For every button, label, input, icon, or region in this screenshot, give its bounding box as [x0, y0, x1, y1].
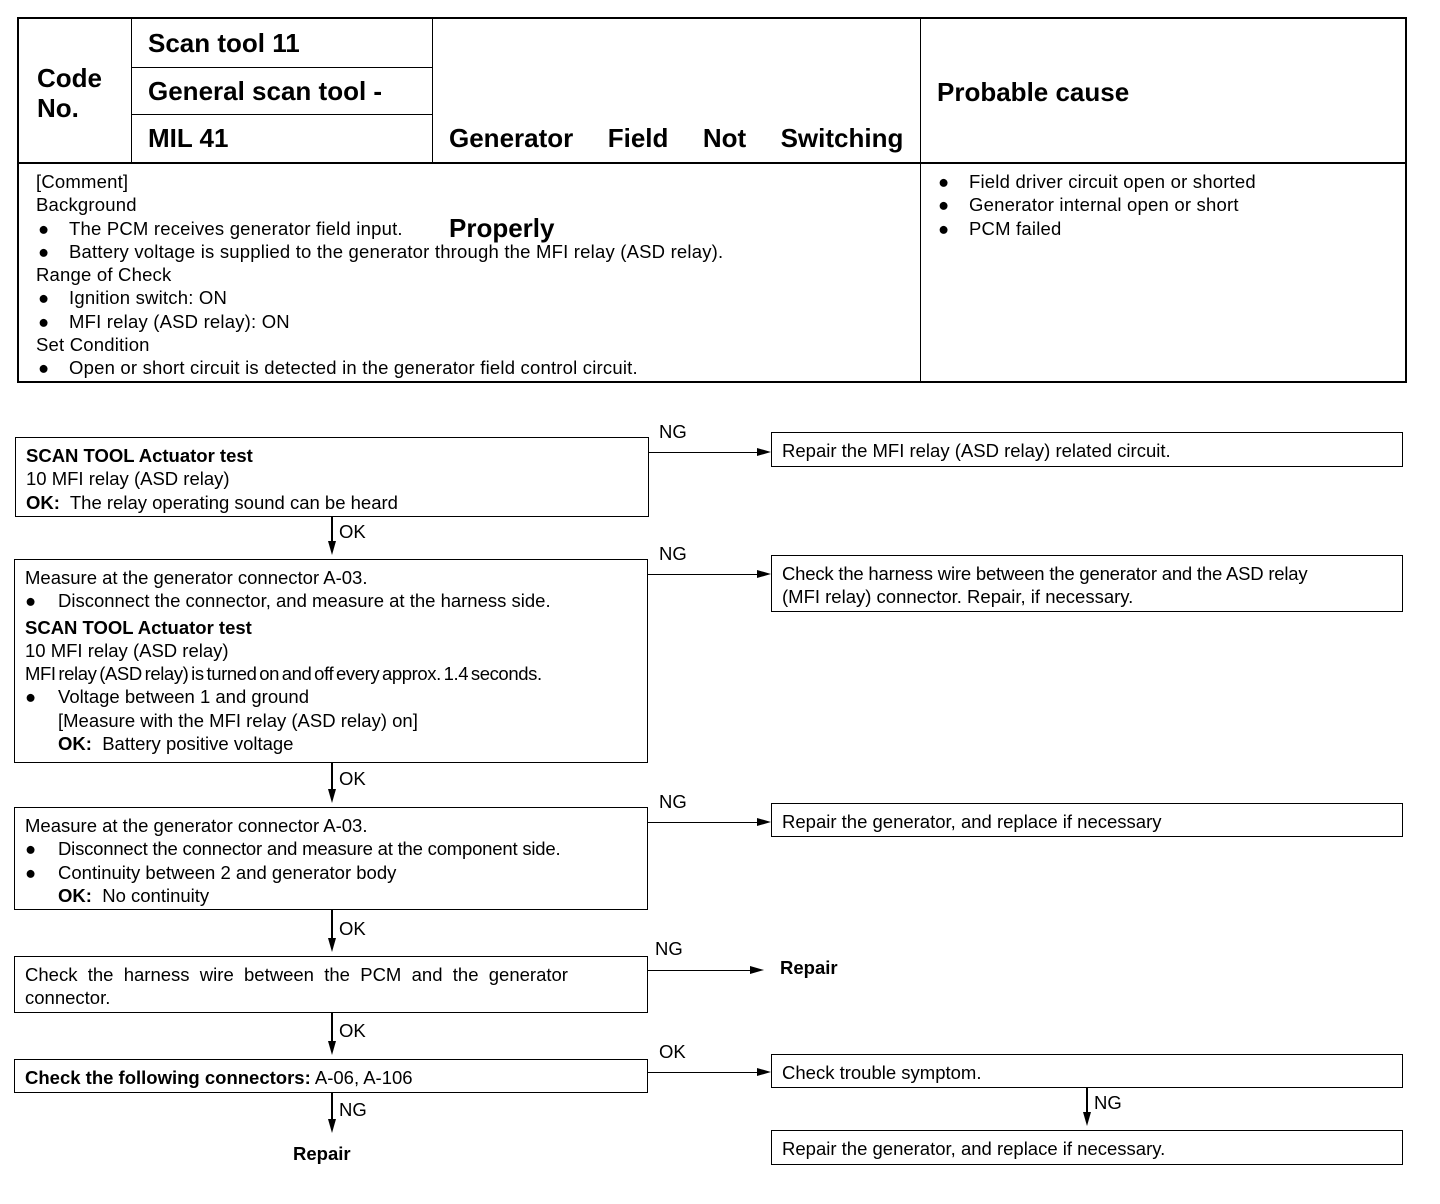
step1-title: SCAN TOOL Actuator test: [26, 445, 253, 466]
background-item: ● Battery voltage is supplied to the generator through the MFI relay (ASD relay).: [38, 240, 724, 262]
step3-ng-label: NG: [659, 791, 687, 812]
bullet-icon: ●: [38, 217, 50, 239]
connector-line: [331, 763, 333, 791]
bullet-icon: ●: [38, 240, 50, 262]
bullet-icon: ●: [25, 590, 37, 612]
connector-line: [1086, 1088, 1088, 1114]
step4-line: Check the harness wire between the PCM and the generator: [25, 964, 568, 985]
range-heading: Range of Check: [36, 264, 172, 286]
step1-box: [15, 437, 649, 517]
arrow-right-icon: [757, 1068, 771, 1076]
step1-ng-action: Repair the MFI relay (ASD relay) related circuit.: [782, 440, 1171, 461]
step2-ok-label: OK: [339, 768, 366, 789]
code-label-line2: No.: [37, 93, 79, 123]
probable-cause-item: ● PCM failed: [938, 217, 1062, 239]
range-item: ● Ignition switch: ON: [38, 287, 228, 309]
divider: [432, 19, 433, 162]
connector-line: [648, 1072, 759, 1073]
step1-line: 10 MFI relay (ASD relay): [26, 468, 230, 490]
probable-cause-heading: Probable cause: [937, 77, 1130, 107]
step2-box: [14, 559, 648, 763]
connector-line: [648, 970, 752, 971]
arrow-down-icon: [1083, 1112, 1091, 1126]
bullet-icon: ●: [38, 357, 50, 379]
step2-bullet: ● Disconnect the connector, and measure at the harness side.: [25, 590, 551, 612]
step2-ng-action-box: Check the harness wire between the generator and the ASD relay (MFI relay) connector. Repair, if necessary.: [771, 555, 1403, 612]
arrow-down-icon: [328, 938, 336, 952]
background-item: ● The PCM receives generator field input.: [38, 217, 403, 239]
background-heading: Background: [36, 194, 137, 216]
step5-ok-label: OK: [659, 1041, 686, 1062]
mil-code: MIL 41: [148, 123, 229, 153]
connector-line: [649, 452, 759, 453]
step1-ng-action-box: [771, 432, 1403, 467]
step2-line: MFI relay (ASD relay) is turned on and off every approx. 1.4 seconds.: [25, 663, 542, 685]
code-no-label: [37, 63, 102, 123]
code-label-line1: Code: [37, 63, 102, 93]
step3-bullet: ● Disconnect the connector and measure at the component side.: [25, 838, 561, 860]
step4-ng-label: NG: [655, 938, 683, 959]
bullet-icon: ●: [38, 310, 50, 332]
step4-box: [14, 956, 648, 1013]
step2-line: [Measure with the MFI relay (ASD relay) on]: [58, 709, 418, 731]
step5-ok-action-box: [771, 1054, 1403, 1088]
step3-box: [14, 807, 648, 910]
step3-ng-action: Repair the generator, and replace if necessary: [782, 811, 1162, 832]
bullet-icon: ●: [938, 194, 950, 216]
divider: [131, 19, 132, 162]
probable-cause-list: [936, 170, 1396, 240]
step3-ok-label: OK: [339, 918, 366, 939]
step4-ng-action: Repair: [780, 957, 838, 978]
step1-ng-label: NG: [659, 421, 687, 442]
step2-ng-label: NG: [659, 543, 687, 564]
bullet-icon: ●: [25, 861, 37, 883]
connector-line: [648, 822, 759, 823]
divider: [131, 114, 432, 115]
connector-line: [331, 517, 333, 543]
arrow-down-icon: [328, 1041, 336, 1055]
step5-ok-ng-action: Repair the generator, and replace if necessary.: [782, 1138, 1166, 1159]
bullet-icon: ●: [25, 838, 36, 860]
probable-cause-item: ● Generator internal open or short: [938, 194, 1239, 216]
general-scan-tool-code: General scan tool -: [148, 76, 383, 106]
set-condition-heading: Set Condition: [36, 334, 150, 356]
probable-cause-item: ● Field driver circuit open or shorted: [938, 171, 1256, 192]
arrow-down-icon: [328, 1119, 336, 1133]
step4-line: connector.: [25, 987, 111, 1009]
step2-bullet: ● Voltage between 1 and ground: [25, 686, 309, 708]
bullet-icon: ●: [938, 171, 950, 192]
title-line2: Properly: [449, 213, 555, 243]
step1-ok-line: OK: The relay operating sound can be heard: [26, 491, 398, 513]
comment-heading: [Comment]: [36, 171, 129, 192]
connector-line: [331, 1013, 333, 1043]
connector-line: [648, 574, 759, 575]
step5-ok-action: Check trouble symptom.: [782, 1062, 982, 1083]
step5-ng-action: Repair: [293, 1143, 351, 1164]
step3-ok-line: OK: No continuity: [58, 884, 210, 906]
step3-bullet: ● Continuity between 2 and generator body: [25, 861, 397, 883]
step1-ok-label: OK: [339, 521, 366, 542]
arrow-down-icon: [328, 789, 336, 803]
bullet-icon: ●: [25, 686, 37, 708]
bullet-icon: ●: [38, 287, 50, 309]
step5-ng-label: NG: [339, 1099, 367, 1120]
arrow-right-icon: [757, 570, 771, 578]
connector-line: [331, 1093, 333, 1121]
step5-box: [14, 1059, 648, 1093]
divider: [920, 19, 921, 383]
arrow-right-icon: [750, 966, 764, 974]
comment-section: [36, 170, 906, 380]
scan-tool-code: Scan tool 11: [148, 28, 300, 58]
divider: [131, 67, 432, 68]
set-item: ● Open or short circuit is detected in the generator field control circuit.: [38, 357, 638, 379]
step4-ok-label: OK: [339, 1020, 366, 1041]
step3-line: Measure at the generator connector A-03.: [25, 815, 368, 836]
step5-line: Check the following connectors: A-06, A-106: [25, 1067, 413, 1088]
step2-title: SCAN TOOL Actuator test: [25, 616, 252, 638]
title-line1: Generator Field Not Switching: [449, 123, 904, 153]
arrow-right-icon: [757, 818, 771, 826]
step2-line: 10 MFI relay (ASD relay): [25, 639, 229, 661]
step5-ok-ng-action-box: [771, 1130, 1403, 1165]
arrow-down-icon: [328, 541, 336, 555]
step2-line: Measure at the generator connector A-03.: [25, 567, 368, 588]
arrow-right-icon: [757, 448, 771, 456]
step5-ok-ng-label: NG: [1094, 1092, 1122, 1113]
step3-ng-action-box: [771, 803, 1403, 837]
connector-line: [331, 910, 333, 940]
bullet-icon: ●: [938, 217, 950, 239]
range-item: ● MFI relay (ASD relay): ON: [38, 310, 290, 332]
step2-ok-line: OK: Battery positive voltage: [58, 733, 294, 755]
diagnostic-header-table: [17, 17, 1407, 383]
